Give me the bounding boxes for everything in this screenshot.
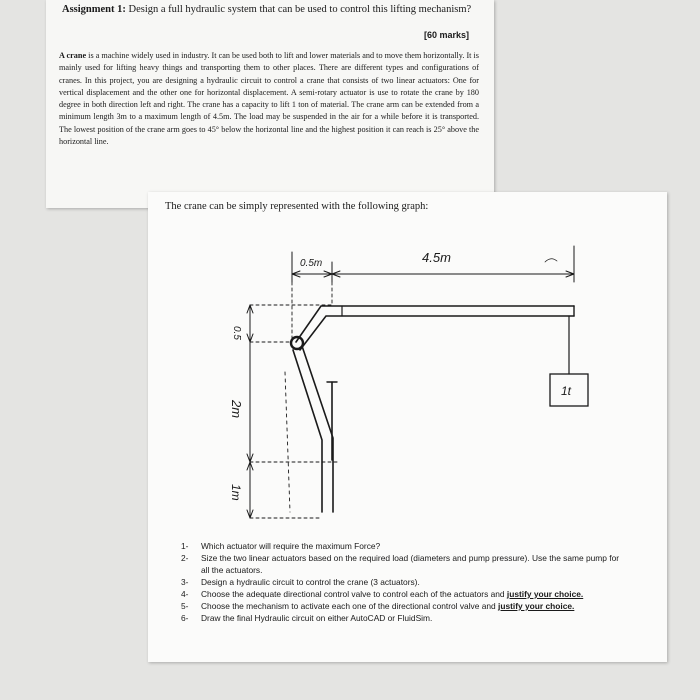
question-list xyxy=(181,540,626,624)
question-body: Draw the final Hydraulic circuit on either AutoCAD or FluidSim. xyxy=(201,613,433,623)
question-body: Design a hydraulic circuit to control the crane (3 actuators). xyxy=(201,577,420,587)
dim-side-middle: 2m xyxy=(229,400,244,419)
question-emphasis: justify your choice. xyxy=(506,589,584,599)
question-number: 2- xyxy=(181,553,189,563)
dim-top-right: 4.5m xyxy=(422,250,451,265)
question-body: Choose the mechanism to activate each one of the directional control valve and xyxy=(201,601,499,611)
question-number: 1- xyxy=(181,541,189,551)
question-item xyxy=(181,612,626,624)
dim-side-upper: 0.5 xyxy=(231,326,242,340)
question-item xyxy=(181,588,626,600)
mast-right-edge xyxy=(302,346,333,512)
question-body: Size the two linear actuators based on the required load (diameters and pump pressure). Use the same pump for all the actuators. xyxy=(201,553,620,575)
question-body: Choose the adequate directional control valve to control each of the actuators and xyxy=(201,589,507,599)
description-paragraph xyxy=(59,50,479,148)
dim-top-left: 0.5m xyxy=(300,258,323,269)
question-item xyxy=(181,600,626,612)
question-text xyxy=(201,612,626,624)
question-number: 5- xyxy=(181,601,189,611)
question-item xyxy=(181,552,626,576)
heading-label: Assignment 1: xyxy=(62,4,126,15)
diagram-caption: The crane can be simply represented with the following graph: xyxy=(165,201,429,212)
question-emphasis: justify your choice. xyxy=(498,601,575,611)
paragraph-lead: A crane xyxy=(59,51,87,60)
question-text xyxy=(201,600,626,612)
pivot-joint xyxy=(291,337,303,349)
question-text xyxy=(201,588,626,600)
question-number: 6- xyxy=(181,613,189,623)
question-text xyxy=(201,576,626,588)
boom-upper-edge xyxy=(296,306,574,342)
dim-side-lower: 1m xyxy=(229,484,243,501)
heading-text: Design a full hydraulic system that can be used to control this lifting mechanism? xyxy=(125,4,472,15)
load-label: 1t xyxy=(561,384,572,398)
question-number: 4- xyxy=(181,589,189,599)
question-number: 3- xyxy=(181,577,189,587)
paragraph-text: is a machine widely used in industry. It can be used both to lift and lower materials and to move them horizontally. It is mainly used for lifting heavy things and transporting them to other places. There are different types and configurations of cranes. In this project, you are designing a hydraulic circuit to control a crane that consists of two linear actuators: One for vertical displacement and the other one for horizontal displacement. A semi-rotary actuator is use to rotate the crane by 180 degree in both direction left and right. The crane has a capacity to lift 1 ton of material. The crane arm can be extended from a minimum length 3m to a maximum length of 4.5m. The load may be suspended in the air for a while before it is transported. The lowest position of the crane arm goes to 45° below the horizontal line and the highest position it can reach is 25° above the horizontal line. xyxy=(59,51,479,147)
boom-lower-edge xyxy=(300,316,574,350)
question-text xyxy=(201,540,626,552)
assignment-heading xyxy=(62,4,471,15)
question-item xyxy=(181,540,626,552)
question-text xyxy=(201,552,626,576)
question-item xyxy=(181,576,626,588)
marks-label: [60 marks] xyxy=(424,30,470,40)
mast-left-edge xyxy=(293,350,322,512)
crane-diagram xyxy=(150,222,665,532)
question-body: Which actuator will require the maximum Force? xyxy=(201,541,381,551)
